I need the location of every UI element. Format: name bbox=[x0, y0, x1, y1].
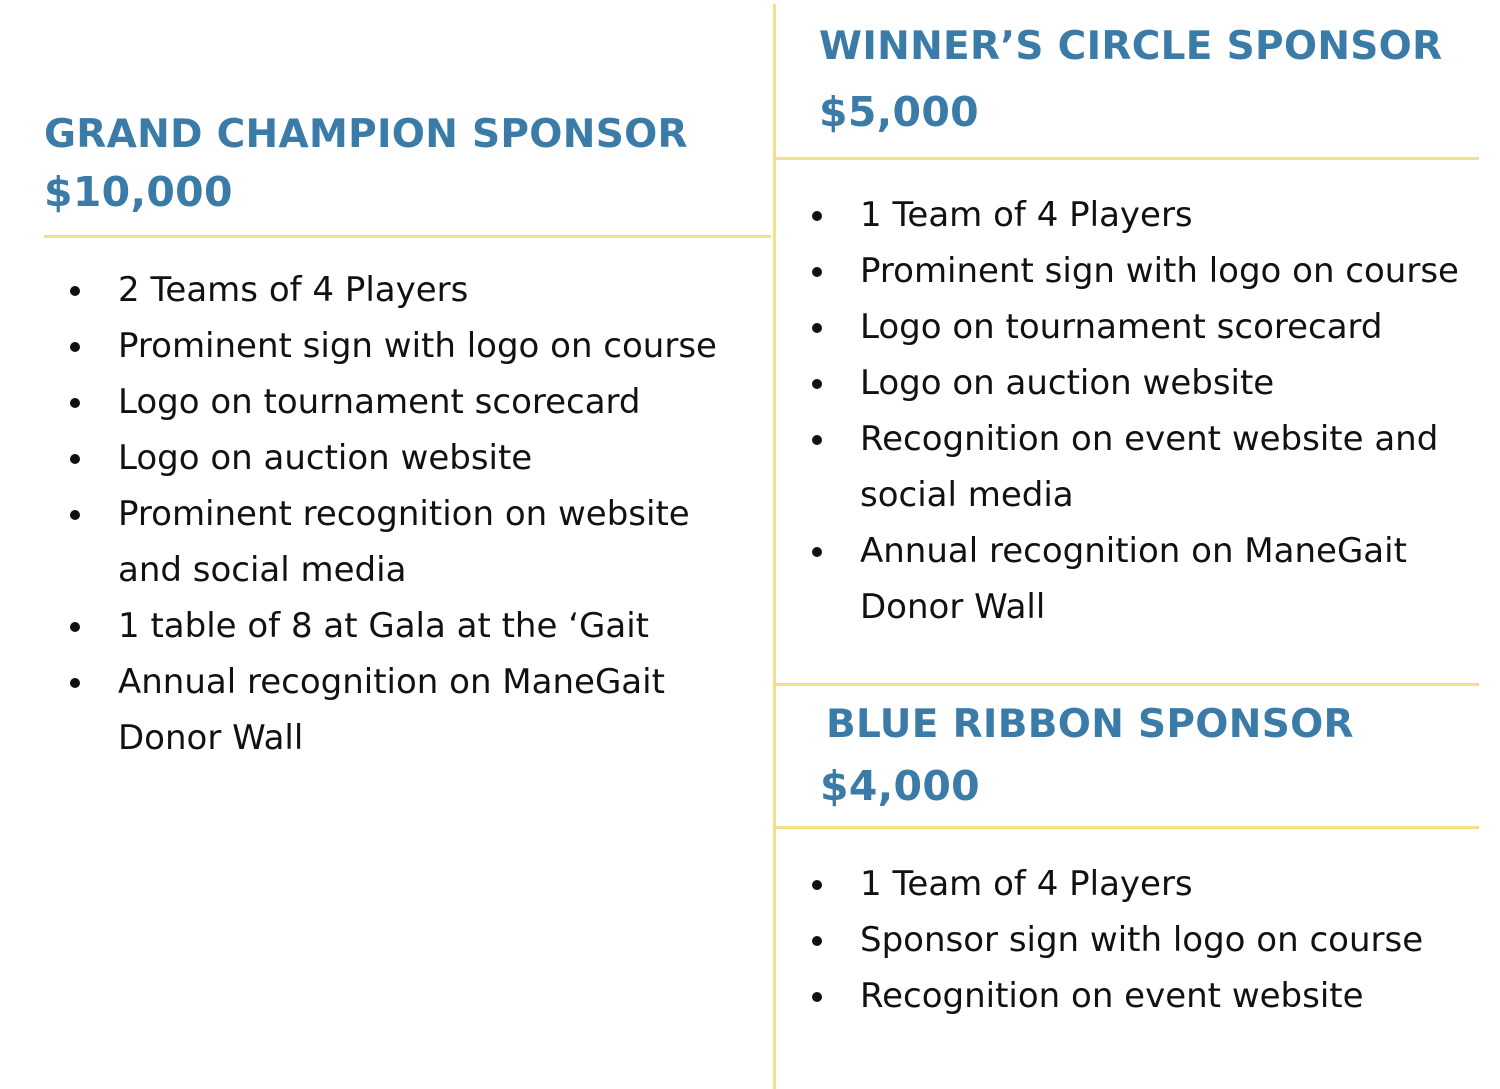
benefit-item: Prominent sign with logo on course bbox=[60, 318, 760, 374]
benefit-item: 2 Teams of 4 Players bbox=[60, 262, 760, 318]
benefit-item: Recognition on event website and social media bbox=[802, 411, 1482, 523]
benefit-item: Sponsor sign with logo on course bbox=[802, 912, 1482, 968]
tier-title: BLUE RIBBON SPONSOR bbox=[826, 702, 1354, 747]
tier-price: $10,000 bbox=[44, 168, 233, 216]
tier-title: GRAND CHAMPION SPONSOR bbox=[44, 112, 688, 157]
benefit-item: Logo on auction website bbox=[60, 430, 760, 486]
grand-champion-divider bbox=[44, 235, 771, 238]
blue-ribbon-divider bbox=[776, 826, 1479, 829]
tier-price: $5,000 bbox=[819, 88, 980, 136]
benefit-item: Prominent recognition on website and social media bbox=[60, 486, 760, 598]
tier-price: $4,000 bbox=[820, 762, 981, 810]
benefits-list bbox=[802, 856, 1482, 1024]
tier-title: WINNER’S CIRCLE SPONSOR bbox=[819, 24, 1443, 69]
blue-ribbon-top-divider bbox=[776, 683, 1479, 686]
benefit-item: Recognition on event website bbox=[802, 968, 1482, 1024]
benefit-item: Annual recognition on ManeGait Donor Wall bbox=[802, 523, 1482, 635]
benefit-item: Annual recognition on ManeGait Donor Wall bbox=[60, 654, 760, 766]
winners-circle-divider bbox=[776, 157, 1479, 160]
benefit-item: Prominent sign with logo on course bbox=[802, 243, 1482, 299]
column-divider bbox=[773, 4, 776, 1089]
benefit-item: 1 table of 8 at Gala at the ‘Gait bbox=[60, 598, 760, 654]
benefit-item: 1 Team of 4 Players bbox=[802, 187, 1482, 243]
benefits-list bbox=[60, 262, 760, 766]
benefit-item: 1 Team of 4 Players bbox=[802, 856, 1482, 912]
benefits-list bbox=[802, 187, 1482, 635]
benefit-item: Logo on tournament scorecard bbox=[60, 374, 760, 430]
benefit-item: Logo on auction website bbox=[802, 355, 1482, 411]
benefit-item: Logo on tournament scorecard bbox=[802, 299, 1482, 355]
